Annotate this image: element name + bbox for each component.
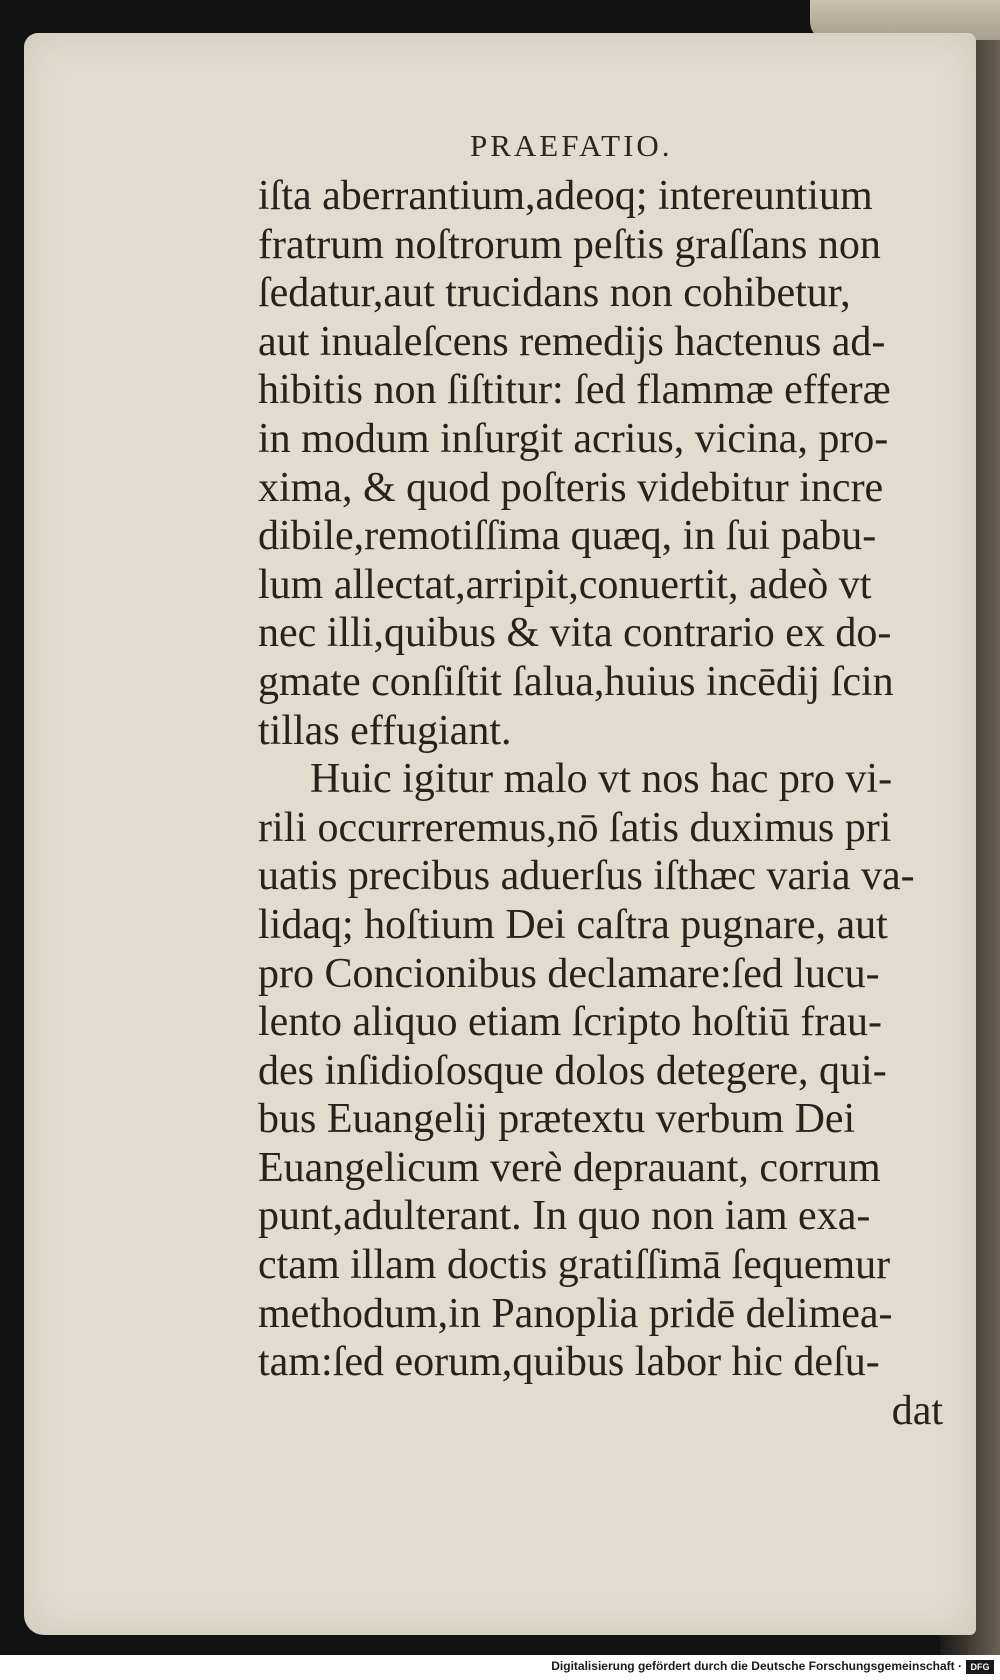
text-line: gmate conſiſtit ſalua,huius incēdij ſcin xyxy=(258,658,894,705)
text-line: nec illi,quibus & vita contrario ex do- xyxy=(258,610,892,657)
dfg-logo-icon: DFG xyxy=(966,1660,994,1674)
text-line: punt,adulterant. In quo non iam exa- xyxy=(258,1193,871,1240)
text-line: tillas effugiant. xyxy=(258,707,512,754)
text-line: lum allectat,arripit,conuertit, adeò vt xyxy=(258,561,872,608)
text-line: fratrum noſtrorum peſtis graſſans non xyxy=(258,221,881,268)
text-line: pro Concionibus declamare:ſed lucu- xyxy=(258,950,880,997)
text-line: hibitis non ſiſtitur: ſed flammæ efferæ xyxy=(258,367,891,414)
text-line: xima, & quod poſteris videbitur incre xyxy=(258,464,884,511)
text-line: Euangelicum verè deprauant, corrum xyxy=(258,1144,881,1191)
text-line: lidaq; hoſtium Dei caſtra pugnare, aut xyxy=(258,901,888,948)
text-line: in modum inſurgit acrius, vicina, pro- xyxy=(258,415,889,462)
text-line: aut inualeſcens remedijs hactenus ad- xyxy=(258,318,886,365)
text-line: bus Euangelij prætextu verbum Dei xyxy=(258,1096,856,1143)
text-line: iſta aberrantium,adeoq; intereuntium xyxy=(258,173,873,219)
running-header: PRAEFATIO. xyxy=(470,128,673,163)
text-line: des inſidioſosque dolos detegere, qui- xyxy=(258,1047,887,1094)
funding-credit: Digitalisierung gefördert durch die Deutsche Forschungsgemeinschaft · xyxy=(551,1659,962,1673)
text-line: dibile,remotiſſima quæq, in ſui pabu- xyxy=(258,513,877,560)
text-line: uatis precibus aduerſus iſthæc varia va- xyxy=(258,853,915,900)
text-line: methodum,in Panoplia pridē delimea- xyxy=(258,1290,893,1337)
body-text xyxy=(258,172,958,1435)
text-line: tam:ſed eorum,quibus labor hic deſu- xyxy=(258,1339,880,1386)
paragraph-start-line: Huic igitur malo vt nos hac pro vi- xyxy=(310,756,893,803)
text-line: ctam illam doctis gratiſſimā ſequemur xyxy=(258,1242,891,1289)
footer-bar xyxy=(0,1655,1000,1680)
catchword: dat xyxy=(891,1387,943,1434)
text-line: ſedatur,aut trucidans non cohibetur, xyxy=(258,270,851,317)
text-line: rili occurreremus,nō ſatis duximus pri xyxy=(258,804,892,851)
text-line: lento aliquo etiam ſcripto hoſtiū frau- xyxy=(258,999,882,1046)
